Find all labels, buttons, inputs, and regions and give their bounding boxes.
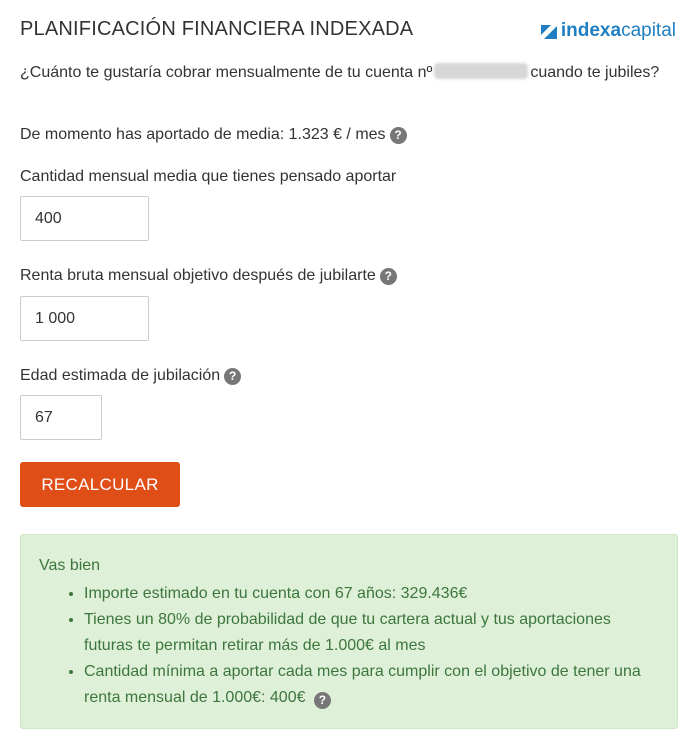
target-income-label-text: Renta bruta mensual objetivo después de jubilarte	[20, 267, 376, 284]
retirement-question	[20, 60, 660, 86]
indexa-capital-logo[interactable]	[541, 20, 676, 42]
monthly-contribution-input[interactable]: 400	[20, 196, 149, 241]
list-item: • Cantidad mínima a aportar cada mes para cumplir con el objetivo de tener una renta mensual de 1.000€: 400€ ?	[84, 659, 659, 711]
help-icon[interactable]: ?	[224, 368, 241, 385]
help-icon[interactable]: ?	[390, 127, 407, 144]
question-text-start: ¿Cuánto te gustaría cobrar mensualmente de tu cuenta nº	[20, 64, 433, 81]
list-item: • Tienes un 80% de probabilidad de que tu cartera actual y tus aportaciones futuras te permitan retirar más de 1.000€ al mes	[84, 607, 659, 659]
retirement-age-label	[20, 367, 241, 385]
result-heading: Vas bien	[39, 557, 101, 574]
list-item: • Importe estimado en tu cuenta con 67 años: 329.436€	[84, 581, 659, 607]
average-contribution-row	[20, 126, 407, 144]
result-list	[39, 581, 659, 711]
page-title: PLANIFICACIÓN FINANCIERA INDEXADA	[20, 18, 414, 40]
retirement-age-input[interactable]: 67	[20, 395, 102, 440]
target-income-input[interactable]: 1 000	[20, 296, 149, 341]
question-text-end: cuando te jubiles?	[530, 64, 660, 81]
monthly-contribution-label	[20, 168, 396, 186]
redacted-account-number	[434, 63, 528, 79]
help-icon[interactable]: ?	[380, 268, 397, 285]
logo-mark-icon	[541, 23, 557, 39]
recalculate-button[interactable]: RECALCULAR	[20, 462, 180, 507]
result-panel	[20, 534, 678, 729]
logo-text-light: capital	[621, 20, 676, 41]
logo-text-bold: indexa	[560, 20, 622, 41]
help-icon[interactable]: ?	[314, 692, 331, 709]
retirement-age-label-text: Edad estimada de jubilación	[20, 367, 221, 384]
target-income-label	[20, 267, 397, 285]
monthly-contribution-label-text: Cantidad mensual media que tienes pensado aportar	[20, 168, 397, 185]
average-contribution-text: De momento has aportado de media: 1.323 € / mes	[20, 126, 386, 143]
